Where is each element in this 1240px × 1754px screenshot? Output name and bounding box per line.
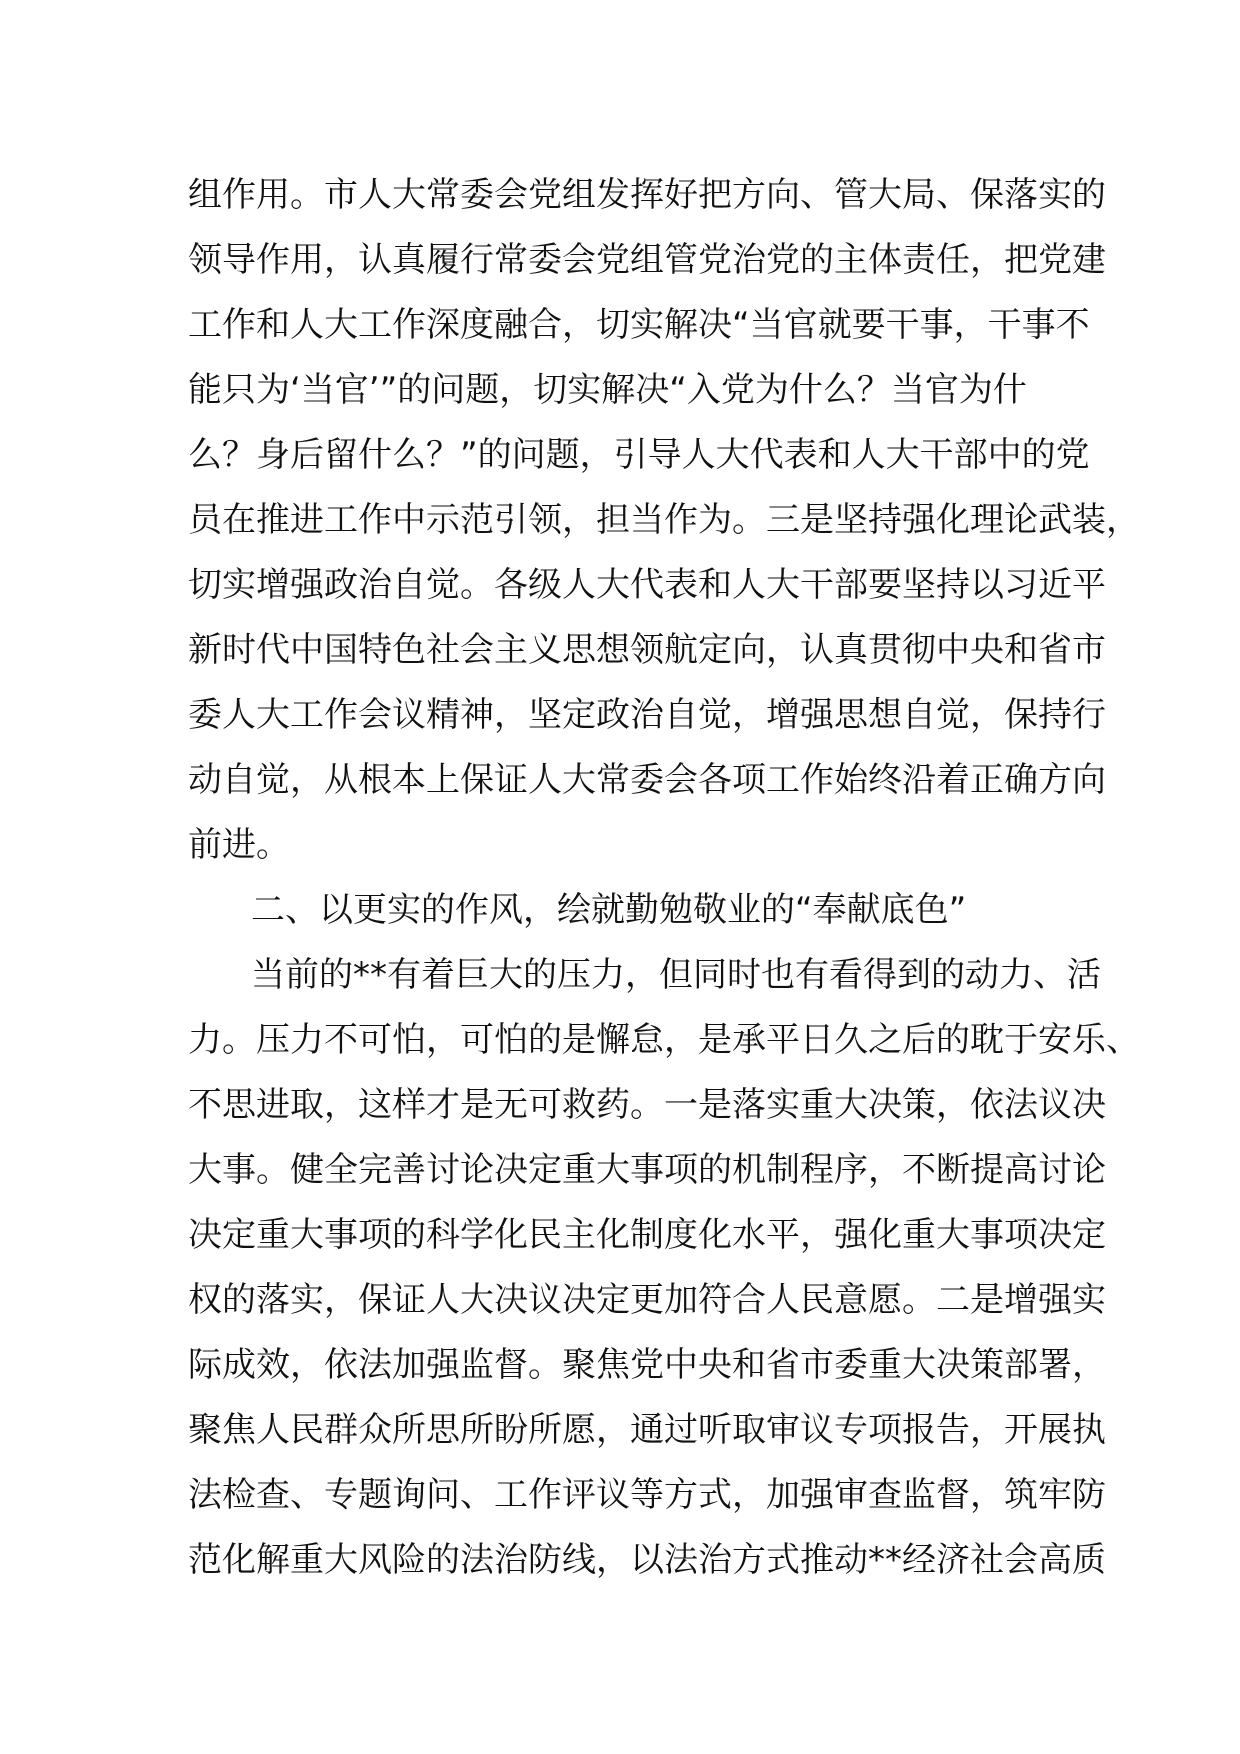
text-line: 委人大工作会议精神，坚定政治自觉，增强思想自觉，保持行 (188, 695, 1106, 735)
text-line: 切实增强政治自觉。各级人大代表和人大干部要坚持以习近平 (188, 565, 1106, 605)
text-line: 前进。 (188, 825, 290, 865)
text-line: 权的落实，保证人大决议决定更加符合人民意愿。二是增强实 (188, 1280, 1106, 1320)
text-line: 力。压力不可怕，可怕的是懈怠，是承平日久之后的耽于安乐、 (188, 1020, 1140, 1060)
text-line: 决定重大事项的科学化民主化制度化水平，强化重大事项决定 (188, 1215, 1106, 1255)
text-line: 不思进取，这样才是无可救药。一是落实重大决策，依法议决 (188, 1085, 1106, 1125)
text-line: 领导作用，认真履行常委会党组管党治党的主体责任，把党建 (188, 240, 1106, 280)
text-line: 工作和人大工作深度融合，切实解决“当官就要干事，干事不 (188, 305, 1090, 345)
section-heading: 二、以更实的作风，绘就勤勉敬业的“奉献底色” (251, 890, 967, 930)
text-line: 聚焦人民群众所思所盼所愿，通过听取审议专项报告，开展执 (188, 1410, 1106, 1450)
text-line: 组作用。市人大常委会党组发挥好把方向、管大局、保落实的 (188, 175, 1106, 215)
text-line: 法检查、专题询问、工作评议等方式，加强审查监督，筑牢防 (188, 1475, 1106, 1515)
text-line: 际成效，依法加强监督。聚焦党中央和省市委重大决策部署， (188, 1345, 1106, 1385)
text-line: 么？身后留什么？”的问题，引导人大代表和人大干部中的党 (188, 435, 1090, 475)
text-line: 新时代中国特色社会主义思想领航定向，认真贯彻中央和省市 (188, 630, 1106, 670)
body-text (188, 163, 1140, 1593)
text-line: 大事。健全完善讨论决定重大事项的机制程序，不断提高讨论 (188, 1150, 1106, 1190)
text-line: 动自觉，从根本上保证人大常委会各项工作始终沿着正确方向 (188, 760, 1106, 800)
text-line: 当前的**有着巨大的压力，但同时也有看得到的动力、活 (251, 955, 1101, 995)
text-line: 能只为‘当官’”的问题，切实解决“入党为什么？当官为什 (188, 370, 1027, 410)
text-line: 员在推进工作中示范引领，担当作为。三是坚持强化理论武装， (188, 500, 1140, 540)
text-line: 范化解重大风险的法治防线，以法治方式推动**经济社会高质 (188, 1540, 1106, 1580)
